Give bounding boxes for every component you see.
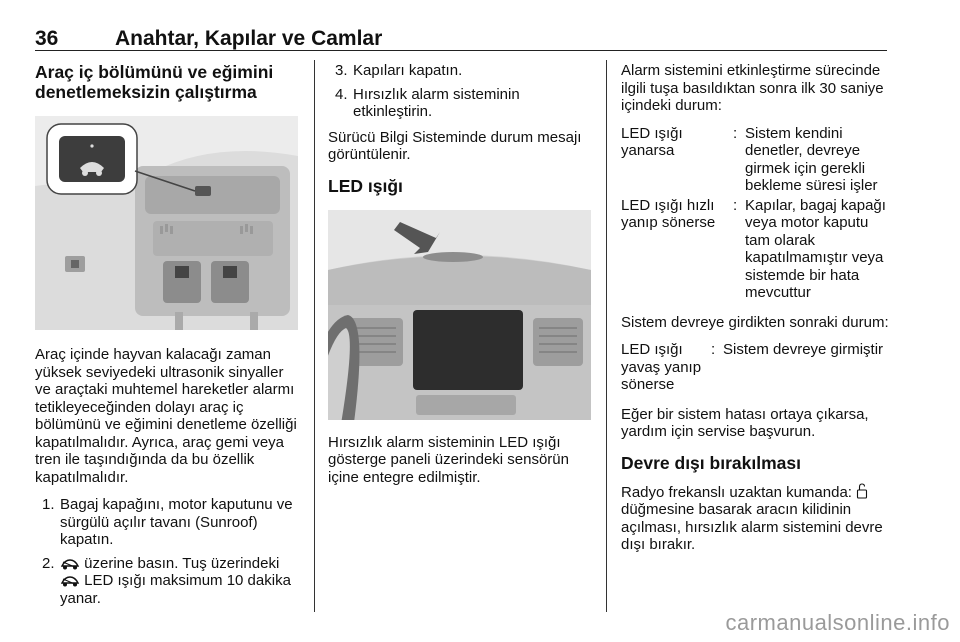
body-text: Alarm sistemini etkinleştirme sürecinde ilgili tuşa basıldıktan sonra ilk 30 saniye içindeki durum:	[621, 62, 884, 114]
list-item: 3. Kapıları kapatın.	[335, 62, 463, 79]
dashboard-image	[328, 210, 591, 420]
chapter-title: Anahtar, Kapılar ve Camlar	[115, 27, 383, 50]
dashboard-led-illustration	[328, 210, 591, 420]
unlock-icon	[856, 483, 868, 499]
list-item: 2. üzerine basın. Tuş üzerindeki LED ışığı maksimum 10 dakika yanar.	[42, 554, 291, 607]
section-heading: Devre dışı bırakılması	[621, 452, 801, 473]
definition-description: Kapılar, bagaj kapağı veya motor kaputu tam olarak kapatılmamıştır veya sistemde bir hata mevcuttur	[745, 196, 886, 301]
header-rule	[35, 50, 887, 51]
definition-term: LED ışığı yanarsa	[621, 124, 683, 159]
car-alarm-icon	[60, 558, 80, 570]
steps-list	[328, 62, 593, 121]
definition-description: Sistem devreye girmiştir	[723, 341, 884, 358]
definition-separator: :	[733, 124, 738, 142]
figure-caption: Hırsızlık alarm sisteminin LED ışığı gösterge paneli üzerindeki sensörün içine entegre edilmiştir.	[328, 433, 569, 486]
car-alarm-icon	[60, 575, 80, 587]
definition-separator: :	[711, 341, 716, 358]
body-text: Radyo frekanslı uzaktan kumanda: düğmesine basarak aracın kilidinin açılması, hırsızlık alarm sistemini devre dışı bırakır.	[621, 483, 883, 553]
column-divider	[314, 60, 315, 612]
column-divider	[606, 60, 607, 612]
body-text: Sürücü Bilgi Sisteminde durum mesajı görüntülenir.	[328, 128, 582, 163]
definition-separator: :	[733, 196, 738, 214]
steps-list	[35, 496, 303, 607]
body-text: Eğer bir sistem hatası ortaya çıkarsa, yardım için servise başvurun.	[621, 405, 869, 440]
watermark: carmanualsonline.info	[725, 610, 950, 635]
status-definition-list	[621, 341, 889, 394]
page-number: 36	[35, 27, 59, 50]
column-3	[621, 62, 889, 564]
overhead-console-image	[35, 116, 298, 330]
list-item: 1. Bagaj kapağını, motor kaputunu ve sürgülü açılır tavanı (Sunroof) kapatın.	[42, 496, 293, 548]
section-heading: LED ışığı	[328, 175, 403, 196]
section-title: Araç iç bölümünü ve eğimini denetlemeksizin çalıştırma	[35, 62, 274, 102]
interior-light-illustration	[35, 116, 298, 330]
page-header	[35, 27, 887, 51]
column-1	[35, 62, 303, 615]
definition-term: LED ışığı hızlı yanıp sönerse	[621, 196, 716, 231]
body-text: Araç içinde hayvan kalacağı zaman yüksek seviyedeki ultrasonik sinyaller ve araçtaki muhtemel hareketler alarmı tetikleyeceğinden dolayı araç iç bölümünü ve eğimini denetleme özelliği kapatılmalıdır. Ayrıca, araç gemi veya tren ile taşındığında da bu özellik kapatılmalıdır.	[35, 346, 297, 486]
list-item: 4. Hırsızlık alarm sisteminin etkinleştirin.	[335, 85, 520, 120]
definition-term: LED ışığı yavaş yanıp sönerse	[621, 341, 702, 393]
status-definition-list	[621, 125, 889, 302]
definition-description: Sistem kendini denetler, devreye girmek için gerekli bekleme süresi işler	[745, 124, 878, 194]
body-text: Sistem devreye girdikten sonraki durum:	[621, 313, 889, 331]
column-2	[328, 62, 593, 496]
